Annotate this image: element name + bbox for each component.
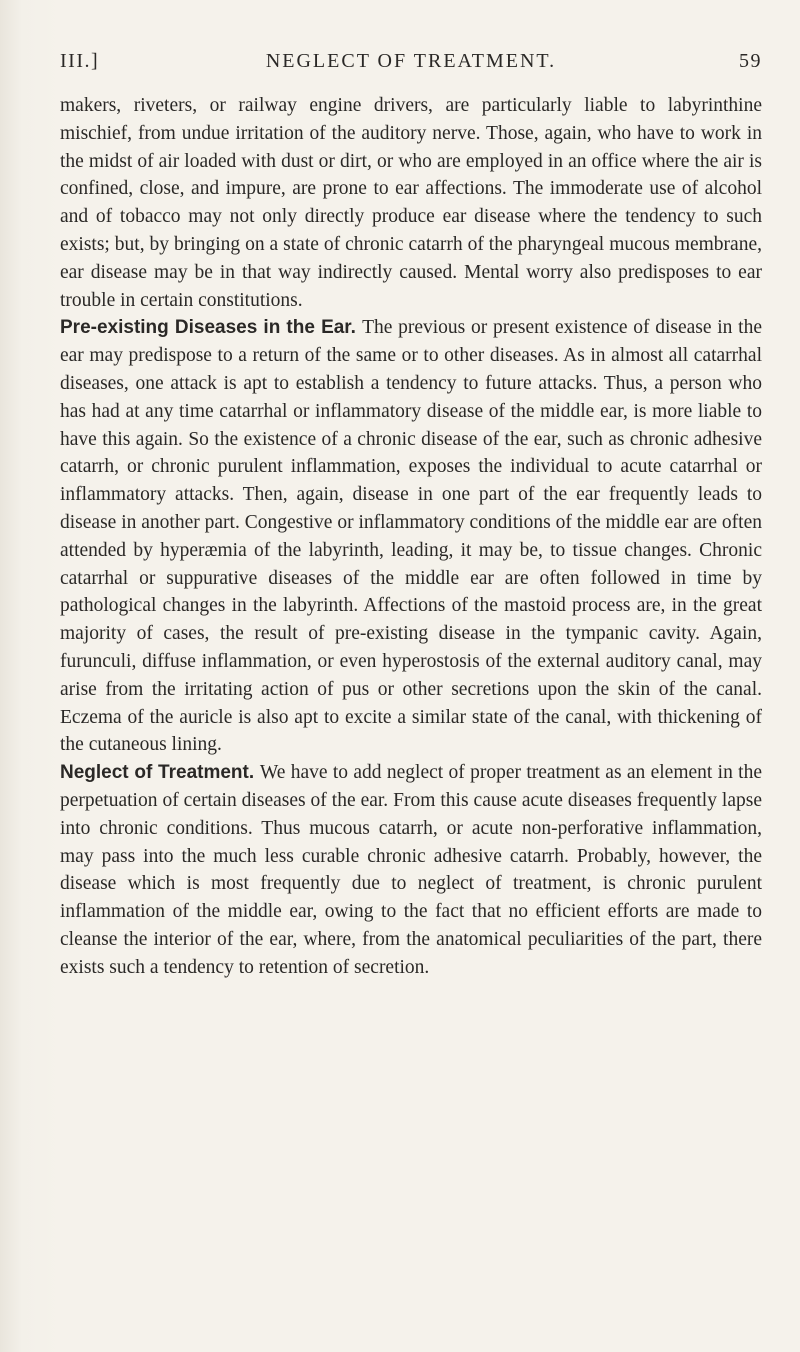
section-heading: Neglect of Treatment. (60, 762, 260, 784)
body-text (60, 92, 762, 982)
paragraph-continuation (60, 92, 762, 314)
paragraph-text: The previous or present existence of disease in the ear may predispose to a return of the same or to other diseases. As in almost all catarrhal diseases, one attack is apt to establish a tendency to future attacks. Thus, a person who has had at any time catarrhal or inflammatory disease of the middle ear, is more liable to have this again. So the existence of a chronic disease of the ear, such as chronic adhesive catarrh, or chronic purulent inflammation, exposes the individual to acute catarrhal or inflammatory attacks. Then, again, disease in one part of the ear frequently leads to disease in another part. Congestive or inflammatory conditions of the middle ear are often attended by hyperæmia of the labyrinth, leading, it may be, to tissue changes. Chronic catarrhal or suppurative diseases of the middle ear are often followed in time by pathological changes in the labyrinth. Affections of the mastoid process are, in the great majority of cases, the result of pre-existing disease in the tympanic cavity. Again, furunculi, diffuse inflammation, or even hyperostosis of the external auditory canal, may arise from the irritating action of pus or other secretions upon the skin of the canal. Eczema of the auricle is also apt to excite a similar state of the canal, with thickening of the cutaneous lining. (60, 317, 762, 756)
running-title: NEGLECT OF TREATMENT. (265, 50, 557, 72)
chapter-marker: III.] (60, 50, 100, 72)
running-head (60, 50, 762, 80)
paragraph-neglect-of-treatment (60, 759, 762, 981)
paragraph-text: makers, riveters, or railway engine drivers, are particularly liable to labyrinthine mischief, from undue irritation of the auditory nerve. Those, again, who have to work in the midst of air loaded with dust or dirt, or who are employed in an office where the air is confined, close, and impure, are prone to ear affections. The immoderate use of alcohol and of tobacco may not only directly produce ear disease where the tendency to such exists; but, by bringing on a state of chronic catarrh of the pharyngeal mucous membrane, ear disease may be in that way indirectly caused. Mental worry also predisposes to ear trouble in certain constitutions. (60, 95, 762, 311)
paragraph-text: We have to add neglect of proper treatment as an element in the perpetuation of certain diseases of the ear. From this cause acute diseases frequently lapse into chronic conditions. Thus mucous catarrh, or acute non-perforative inflammation, may pass into the much less curable chronic adhesive catarrh. Probably, however, the disease which is most frequently due to neglect of treatment, is chronic purulent inflammation of the middle ear, owing to the fact that no efficient efforts are made to cleanse the interior of the ear, where, from the anatomical peculiarities of the part, there exists such a tendency to retention of secretion. (60, 762, 762, 978)
section-heading: Pre-existing Diseases in the Ear. (60, 317, 363, 339)
page-number: 59 (739, 50, 762, 72)
paragraph-pre-existing-diseases (60, 314, 762, 759)
